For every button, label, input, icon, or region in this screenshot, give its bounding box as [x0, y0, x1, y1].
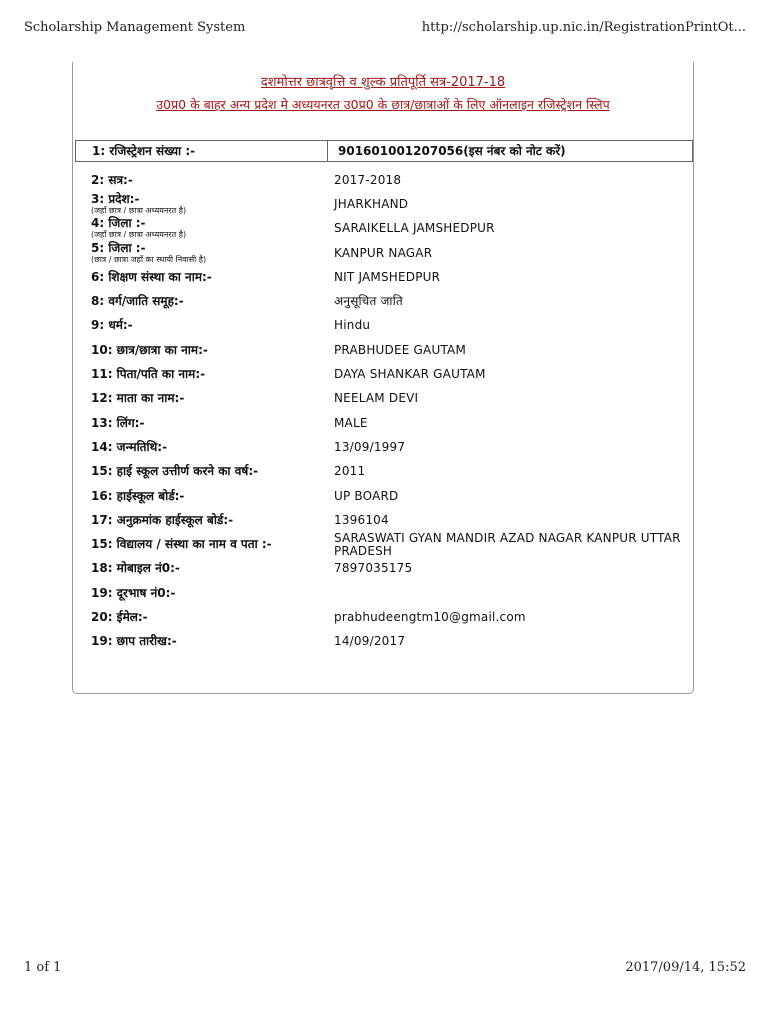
detail-label: [91, 514, 334, 527]
detail-label: [91, 441, 334, 454]
detail-row: [91, 630, 691, 654]
detail-row: [91, 532, 691, 556]
detail-label: [91, 465, 334, 478]
detail-row: [91, 557, 691, 581]
detail-row: [91, 581, 691, 605]
slip-title-prefix: दशमोत्तर छात्रवृत्ति व शुल्क प्रतिपूर्ति सत्र-: [260, 75, 451, 90]
detail-value: JHARKHAND: [334, 196, 409, 211]
detail-row: [91, 241, 691, 265]
detail-label: [91, 193, 334, 216]
detail-row: [91, 484, 691, 508]
detail-value: अनुसूचित जाति: [334, 294, 403, 309]
detail-label: [91, 242, 334, 265]
page-count: 1 of 1: [24, 960, 62, 975]
detail-row: [91, 435, 691, 459]
detail-label-text: 19: दूरभाष नं0:-: [91, 585, 176, 600]
detail-value: KANPUR NAGAR: [334, 245, 433, 260]
detail-value: 13/09/1997: [334, 439, 406, 454]
detail-label-note: (जहाँ छात्र / छात्रा अध्ययनरत है): [91, 205, 187, 215]
detail-label-text: 12: माता का नाम:-: [91, 391, 185, 406]
detail-label-text: 18: मोबाइल नं0:-: [91, 561, 180, 576]
slip-title-year: 2017-18: [450, 75, 506, 90]
detail-row: [91, 605, 691, 629]
detail-row: [91, 265, 691, 289]
detail-label: [91, 368, 334, 381]
detail-value: UP BOARD: [334, 488, 399, 503]
slip-subtitle: [73, 96, 693, 113]
detail-label-text: 15: विद्यालय / संस्था का नाम व पता :-: [91, 537, 272, 552]
detail-label: [91, 392, 334, 405]
detail-row: [91, 168, 691, 192]
detail-row: [91, 314, 691, 338]
detail-row: [91, 338, 691, 362]
detail-value: 2017-2018: [334, 172, 402, 187]
detail-label-note: (जहाँ छात्र / छात्रा अध्ययनरत है): [91, 230, 187, 240]
detail-value: 1396104: [334, 512, 389, 527]
detail-rows: [91, 168, 691, 654]
detail-label-text: 4: जिला :-: [91, 216, 146, 231]
detail-value: NIT JAMSHEDPUR: [334, 269, 441, 284]
detail-value: SARASWATI GYAN MANDIR AZAD NAGAR KANPUR UTTAR PRADESH: [334, 530, 681, 558]
detail-label: [91, 587, 334, 600]
detail-label-text: 9: धर्म:-: [91, 318, 133, 333]
detail-label: [91, 635, 334, 648]
detail-label: [91, 490, 334, 503]
detail-label: [91, 271, 334, 284]
detail-label-text: 6: शिक्षण संस्था का नाम:-: [91, 269, 212, 284]
detail-value: 2011: [334, 464, 366, 479]
detail-value: 14/09/2017: [334, 634, 406, 649]
detail-label-text: 16: हाईस्कूल बोर्ड:-: [91, 488, 185, 503]
print-header: [24, 20, 746, 35]
detail-row: [91, 289, 691, 313]
detail-label-text: 13: लिंग:-: [91, 415, 145, 430]
detail-value: 7897035175: [334, 561, 413, 576]
detail-value: NEELAM DEVI: [334, 391, 419, 406]
detail-row: [91, 508, 691, 532]
detail-label-text: 19: छाप तारीख:-: [91, 634, 177, 649]
detail-label: [91, 538, 334, 551]
detail-label: [91, 562, 334, 575]
detail-label-text: 2: सत्र:-: [91, 172, 133, 187]
registration-number-box: [75, 140, 693, 162]
detail-label-text: 15: हाई स्कूल उत्तीर्ण करने का वर्ष:-: [91, 464, 259, 479]
slip-subtitle-text: उ0प्र0 के बाहर अन्य प्रदेश मे अध्ययनरत उ0प्र0 के छात्र/छात्राओं के लिए ऑनलाइन रजिस्ट्रेशन स्लिप: [156, 97, 610, 112]
print-header-url: http://scholarship.up.nic.in/RegistrationPrintOt...: [421, 20, 746, 35]
detail-label-text: 20: ईमेल:-: [91, 609, 148, 624]
detail-label-text: 3: प्रदेश:-: [91, 191, 140, 206]
registration-number-label: 1: रजिस्ट्रेशन संख्या :-: [76, 141, 328, 161]
detail-row: [91, 362, 691, 386]
detail-row: [91, 217, 691, 241]
registration-number-value: 901601001207056(इस नंबर को नोट करें): [338, 144, 566, 158]
detail-label-text: 10: छात्र/छात्रा का नाम:-: [91, 342, 208, 357]
detail-label: [91, 344, 334, 357]
detail-label: [91, 611, 334, 624]
detail-value: MALE: [334, 415, 368, 430]
registration-slip: [72, 62, 694, 694]
detail-value: PRABHUDEE GAUTAM: [334, 342, 467, 357]
detail-row: [91, 460, 691, 484]
detail-label-text: 17: अनुक्रमांक हाईस्कूल बोर्ड:-: [91, 512, 234, 527]
print-footer: [24, 960, 746, 975]
slip-title: [73, 72, 693, 90]
detail-label-text: 11: पिता/पति का नाम:-: [91, 367, 206, 382]
detail-label-text: 8: वर्ग/जाति समूह:-: [91, 294, 184, 309]
detail-value: DAYA SHANKAR GAUTAM: [334, 367, 486, 382]
detail-row: [91, 192, 691, 216]
detail-value: SARAIKELLA JAMSHEDPUR: [334, 221, 495, 236]
detail-label-text: 5: जिला :-: [91, 240, 146, 255]
detail-label-text: 14: जन्मतिथि:-: [91, 439, 168, 454]
detail-label: [91, 217, 334, 240]
detail-value: prabhudeengtm10@gmail.com: [334, 609, 526, 624]
print-datetime: 2017/09/14, 15:52: [625, 960, 746, 975]
detail-label: [91, 417, 334, 430]
detail-label: [91, 174, 334, 187]
print-header-title: Scholarship Management System: [24, 20, 246, 35]
detail-value: Hindu: [334, 318, 371, 333]
detail-label-note: (छात्र / छात्रा जहाँ का स्थायी निवासी है): [91, 254, 207, 264]
detail-row: [91, 387, 691, 411]
detail-row: [91, 411, 691, 435]
detail-label: [91, 295, 334, 308]
detail-label: [91, 319, 334, 332]
